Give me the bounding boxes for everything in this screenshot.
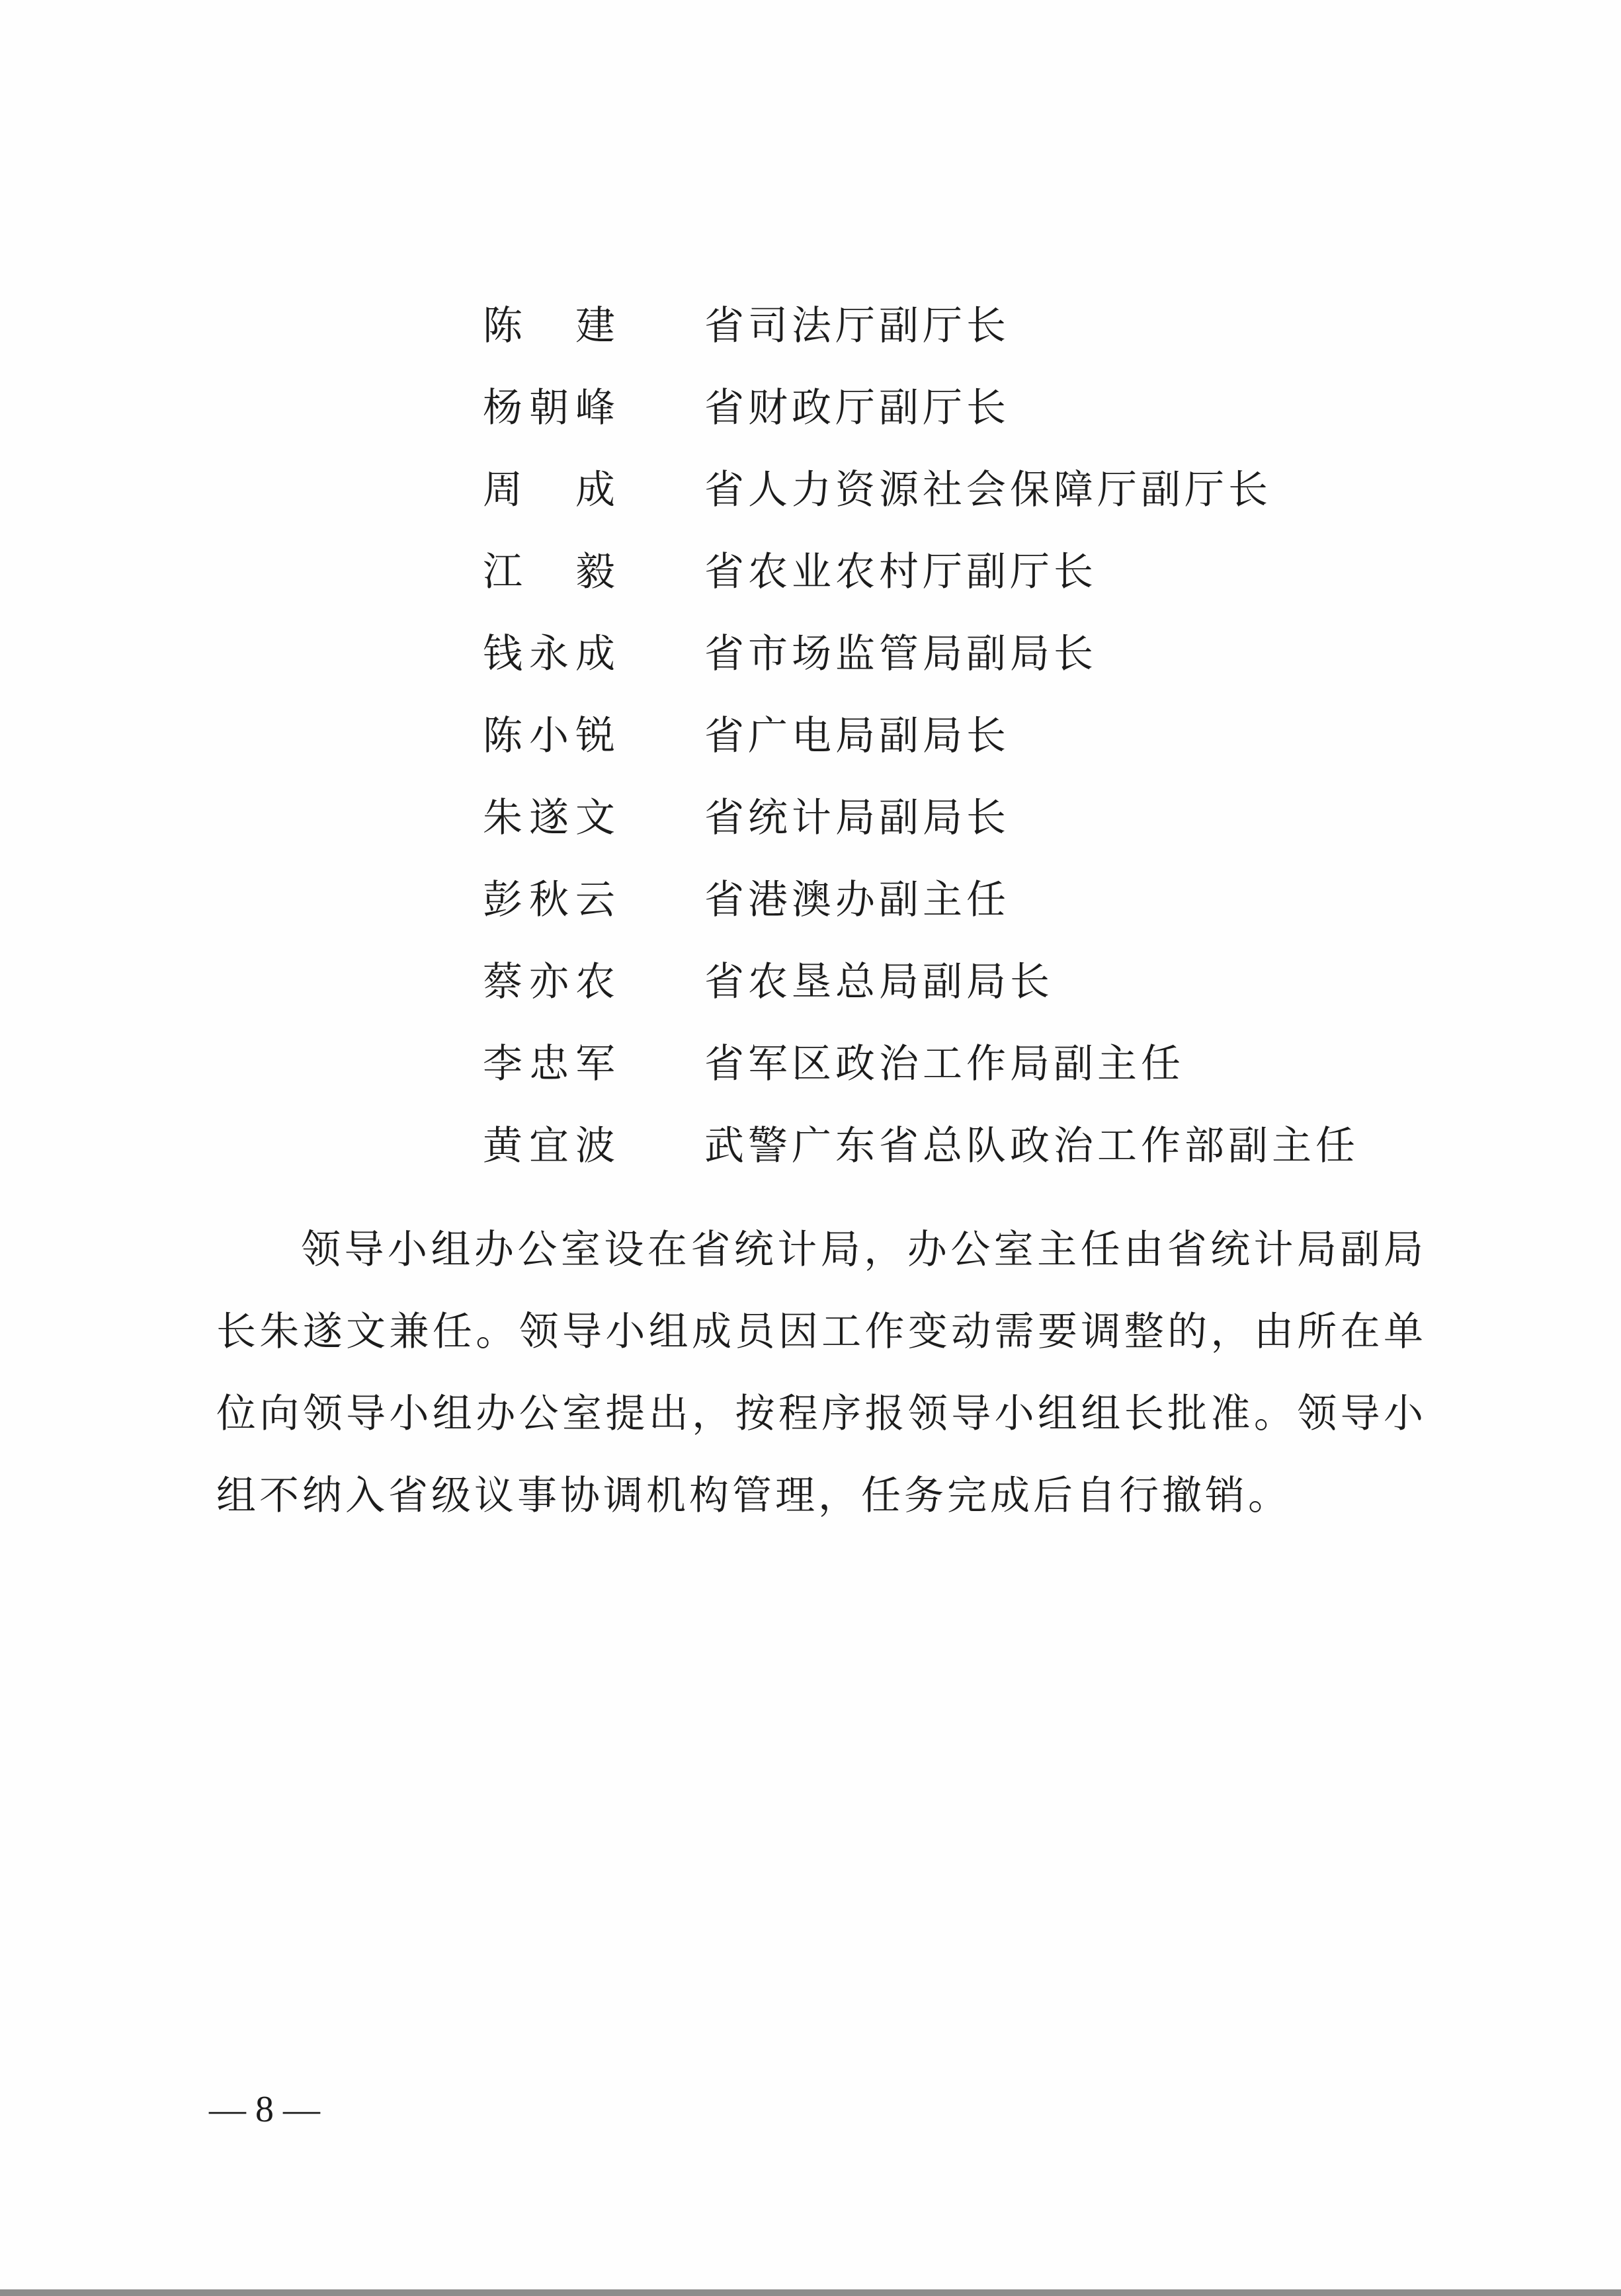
member-row [483, 957, 1475, 1039]
scan-edge [0, 2289, 1621, 2296]
member-title: 省财政厅副厅长 [704, 385, 1010, 431]
member-title: 武警广东省总队政治工作部副主任 [704, 1123, 1359, 1169]
member-name: 蔡亦农 [483, 959, 615, 1005]
member-title: 省农垦总局副局长 [704, 959, 1054, 1005]
member-title: 省人力资源社会保障厅副厅长 [704, 467, 1272, 513]
member-name: 彭秋云 [483, 877, 615, 923]
member-row [483, 465, 1475, 547]
member-name: 陈 建 [483, 303, 615, 349]
page-number: — 8 — [209, 2089, 320, 2130]
member-row [483, 547, 1475, 629]
member-title: 省农业农村厅副厅长 [704, 549, 1097, 595]
member-row [483, 711, 1475, 793]
member-name: 周 成 [483, 467, 615, 513]
office-paragraph: 领导小组办公室设在省统计局，办公室主任由省统计局副局长朱遂文兼任。领导小组成员因工作变动需要调整的，由所在单位向领导小组办公室提出，按程序报领导小组组长批准。领导小组不纳入省级议事协调机构管理，任务完成后自行撤销。 [216, 1227, 1427, 1519]
member-list [483, 301, 1475, 1203]
member-name: 杨朝峰 [483, 385, 615, 431]
member-title: 省司法厅副厅长 [704, 303, 1010, 349]
member-name: 陈小锐 [483, 713, 615, 759]
member-name: 李忠军 [483, 1041, 615, 1087]
member-title: 省港澳办副主任 [704, 877, 1010, 923]
member-row [483, 793, 1475, 875]
member-title: 省市场监管局副局长 [704, 631, 1097, 677]
member-title: 省广电局副局长 [704, 713, 1010, 759]
member-row [483, 875, 1475, 957]
member-name: 黄宜波 [483, 1123, 615, 1169]
member-title: 省统计局副局长 [704, 795, 1010, 841]
member-row [483, 301, 1475, 383]
member-row [483, 1039, 1475, 1121]
member-name: 钱永成 [483, 631, 615, 677]
member-row [483, 629, 1475, 711]
member-row [483, 1121, 1475, 1203]
member-name: 朱遂文 [483, 795, 615, 841]
member-row [483, 383, 1475, 465]
member-name: 江 毅 [483, 549, 615, 595]
member-title: 省军区政治工作局副主任 [704, 1041, 1185, 1087]
